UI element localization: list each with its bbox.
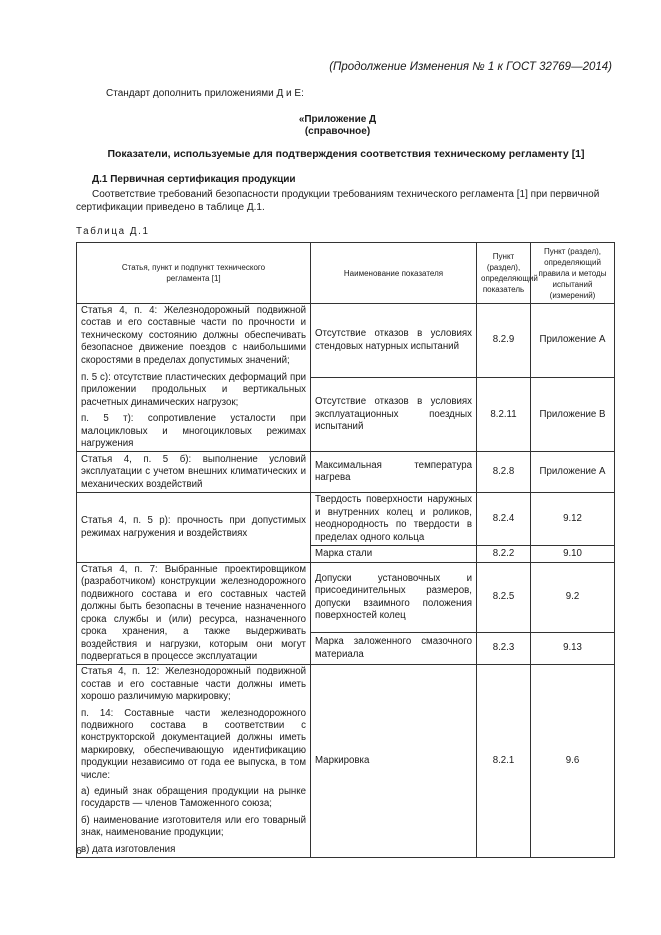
method-cell: Приложение В	[531, 378, 615, 452]
indicator-cell: Отсутствие отказов в условиях стендовых натурных испытаний	[311, 304, 477, 378]
continuation-header: (Продолжение Изменения № 1 к ГОСТ 32769—2014)	[329, 61, 612, 73]
header-indicator: Наименование показателя	[311, 243, 477, 304]
intro-text: Стандарт дополнить приложениями Д и Е:	[106, 88, 304, 99]
article-text: б) наименование изготовителя или его товарный знак, наименование продукции;	[81, 814, 306, 839]
indicator-cell: Марка стали	[311, 546, 477, 563]
clause-cell: 8.2.8	[477, 452, 531, 493]
article-cell: Статья 4, п. 5 р): прочность при допустимых режимах нагружения и воздействиях	[77, 493, 311, 563]
appendix-kind: (справочное)	[304, 126, 371, 137]
article-text: п. 5 т): сопротивление усталости при малоцикловых и многоцикловых режимах нагружения	[81, 413, 306, 450]
clause-cell: 8.2.9	[477, 304, 531, 378]
article-cell: Статья 4, п. 7: Выбранные проектировщиком (разработчиком) конструкции железнодорожного подвижного состава и его составных частей должны быть безопасны в течение назначенного срока службы и (или) ресурса, назначенного срока хранения, а также выдерживать воздействия и нагрузки, которым они могут подвергаться в процессе эксплуатации	[77, 563, 311, 665]
article-text: Статья 4, п. 12: Железнодорожный подвижной состав и его составные части должны иметь хорошо различимую маркировку;	[81, 666, 306, 703]
header-clause: Пункт (раздел), определяющий показатель	[477, 243, 531, 304]
subsection-text-line2: сертификации приведено в таблице Д.1.	[76, 202, 265, 213]
clause-cell: 8.2.1	[477, 665, 531, 858]
method-cell: Приложение А	[531, 452, 615, 493]
article-text: а) единый знак обращения продукции на рынке государств — членов Таможенного союза;	[81, 785, 306, 810]
table-row	[77, 563, 615, 633]
clause-cell: 8.2.5	[477, 563, 531, 633]
indicator-cell: Маркировка	[311, 665, 477, 858]
indicator-cell: Отсутствие отказов в условиях эксплуатационных поездных испытаний	[311, 378, 477, 452]
method-cell: 9.12	[531, 493, 615, 546]
method-cell: 9.13	[531, 633, 615, 665]
method-cell: Приложение А	[531, 304, 615, 378]
indicator-cell: Допуски установочных и присоединительных размеров, допуски взаимного положения поверхностей колец	[311, 563, 477, 633]
article-text: Статья 4, п. 4: Железнодорожный подвижной состав и его составные части по прочности и техническому состоянию должны обеспечивать безопасное движение поездов с наибольшими скоростями в пределах допустимых значений;	[81, 305, 306, 366]
method-cell: 9.10	[531, 546, 615, 563]
clause-cell: 8.2.3	[477, 633, 531, 665]
page-number: 6	[76, 845, 82, 857]
appendix-title: «Приложение Д	[298, 114, 377, 125]
indicator-cell: Марка заложенного смазочного материала	[311, 633, 477, 665]
table-row	[77, 452, 615, 493]
article-text: п. 14: Составные части железнодорожного подвижного состава в соответствии с конструкторской документацией должны иметь маркировку, обеспечивающую идентификацию продукции независимо от года ее выпуска, в том числе:	[81, 707, 306, 781]
method-cell: 9.2	[531, 563, 615, 633]
method-cell: 9.6	[531, 665, 615, 858]
subsection-text-line1: Соответствие требований безопасности продукции требованиям технического регламента [1] при первичной	[92, 189, 600, 200]
clause-cell: 8.2.11	[477, 378, 531, 452]
article-cell	[77, 304, 311, 452]
article-text: п. 5 с): отсутствие пластических деформаций при приложении продольных и вертикальных расчетных динамических нагрузок;	[81, 372, 306, 408]
indicator-cell: Твердость поверхности наружных и внутренних колец и роликов, неоднородность по твердости в пределах одного кольца	[311, 493, 477, 546]
subsection-title: Д.1 Первичная сертификация продукции	[92, 174, 296, 185]
table-row	[77, 493, 615, 546]
article-cell	[77, 665, 311, 858]
table-row	[77, 304, 615, 378]
requirements-table	[76, 242, 615, 858]
table-caption: Таблица Д.1	[76, 226, 150, 237]
article-text: в) дата изготовления	[81, 843, 176, 855]
article-cell: Статья 4, п. 5 б): выполнение условий эксплуатации с учетом внешних климатических и механических воздействий	[77, 452, 311, 493]
table-row	[77, 665, 615, 858]
section-title: Показатели, используемые для подтверждения соответствия техническому регламенту [1]	[107, 148, 585, 160]
header-method: Пункт (раздел), определяющий правила и методы испытаний (измерений)	[531, 243, 615, 304]
table-header-row	[77, 243, 615, 304]
clause-cell: 8.2.4	[477, 493, 531, 546]
indicator-cell: Максимальная температура нагрева	[311, 452, 477, 493]
header-article: Статья, пункт и подпункт технического регламента [1]	[77, 243, 311, 304]
clause-cell: 8.2.2	[477, 546, 531, 563]
